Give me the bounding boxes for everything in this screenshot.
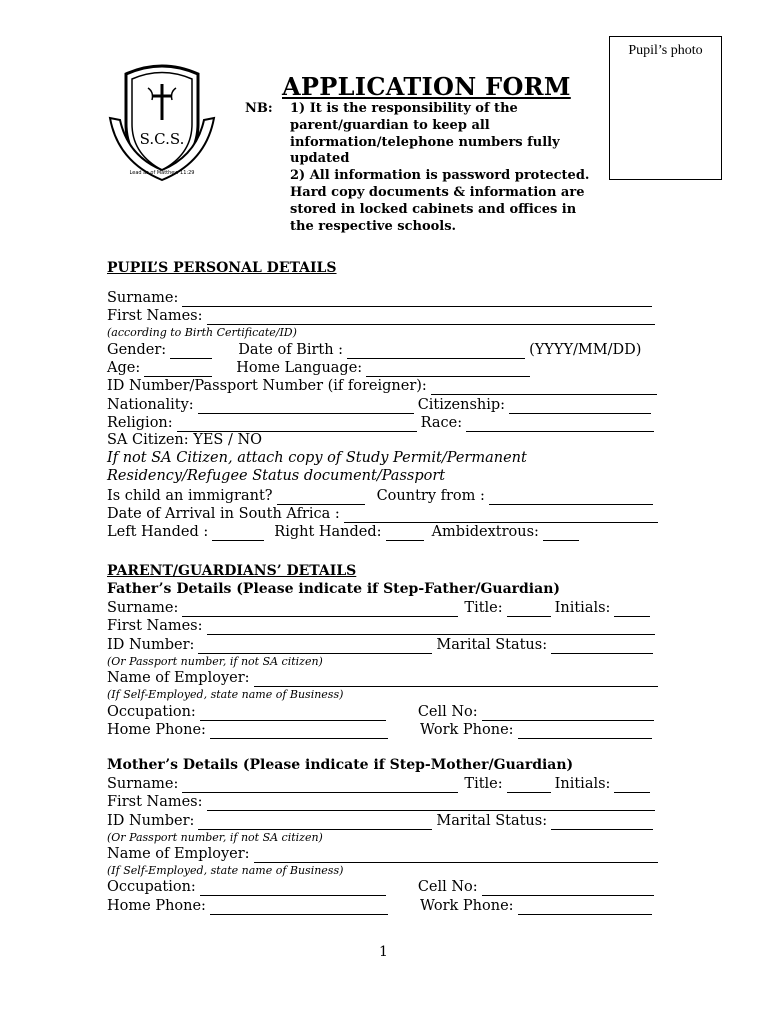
mother-id-label: ID Number: [107, 813, 195, 829]
mother-id-row [107, 812, 657, 830]
nb-line: 2) All information is password protected. [290, 168, 590, 184]
age-label: Age: [107, 360, 141, 376]
gender-label: Gender: [107, 342, 167, 358]
mother-first-names-row [107, 793, 659, 811]
ambidextrous-label: Ambidextrous: [431, 524, 539, 540]
parents-section-heading: PARENT/GUARDIANS’ DETAILS [107, 563, 357, 579]
father-surname-row [107, 599, 654, 617]
religion-label: Religion: [107, 415, 173, 431]
nationality-field[interactable] [198, 400, 414, 414]
father-employer-field[interactable] [254, 673, 658, 687]
mother-employer-field[interactable] [254, 849, 658, 863]
race-field[interactable] [466, 418, 654, 432]
mother-home-phone-label: Home Phone: [107, 898, 206, 914]
religion-field[interactable] [177, 418, 417, 432]
mother-employer-row [107, 845, 662, 863]
mother-marital-field[interactable] [551, 816, 653, 830]
mother-cell-field[interactable] [482, 882, 654, 896]
father-marital-field[interactable] [551, 640, 653, 654]
mother-title-label: Title: [464, 776, 503, 792]
nationality-row [107, 396, 655, 414]
form-title: APPLICATION FORM [282, 72, 571, 101]
sa-citizen-option[interactable]: SA Citizen: YES / NO [107, 432, 263, 448]
mother-initials-field[interactable] [614, 779, 650, 793]
mother-passport-note: (Or Passport number, if not SA citizen) [107, 831, 323, 844]
dob-format-hint: (YYYY/MM/DD) [529, 342, 642, 358]
father-cell-field[interactable] [482, 707, 654, 721]
home-language-label: Home Language: [236, 360, 363, 376]
right-handed-field[interactable] [386, 527, 424, 541]
pupil-id-field[interactable] [431, 381, 657, 395]
left-handed-label: Left Handed : [107, 524, 209, 540]
mother-initials-label: Initials: [554, 776, 611, 792]
country-from-field[interactable] [489, 491, 653, 505]
religion-row [107, 414, 658, 432]
mother-surname-field[interactable] [182, 779, 458, 793]
citizenship-field[interactable] [509, 400, 651, 414]
mother-occupation-label: Occupation: [107, 879, 196, 895]
gender-dob-row [107, 341, 641, 359]
mother-work-phone-field[interactable] [518, 901, 652, 915]
mother-work-phone-label: Work Phone: [419, 898, 514, 914]
citizenship-label: Citizenship: [417, 397, 506, 413]
father-passport-note: (Or Passport number, if not SA citizen) [107, 655, 323, 668]
mother-surname-row [107, 775, 654, 793]
mother-phone-row [107, 897, 656, 915]
father-occupation-label: Occupation: [107, 704, 196, 720]
pupil-surname-label: Surname: [107, 290, 179, 306]
father-title-label: Title: [464, 600, 503, 616]
father-details-heading: Father’s Details (Please indicate if Step-Father/Guardian) [107, 581, 561, 597]
father-initials-field[interactable] [614, 603, 650, 617]
nb-line: parent/guardian to keep all [290, 117, 490, 133]
mother-occupation-field[interactable] [200, 882, 386, 896]
pupil-surname-row [107, 289, 656, 307]
pupil-first-names-field[interactable] [207, 311, 655, 325]
nb-line: the respective schools. [290, 218, 457, 234]
school-crest-logo [104, 62, 220, 186]
father-work-phone-label: Work Phone: [419, 722, 514, 738]
handedness-row [107, 523, 583, 541]
crest-initials: S.C.S. [139, 130, 185, 148]
page-number: 1 [379, 944, 388, 960]
nb-notice [290, 101, 590, 235]
pupil-photo-box [609, 36, 722, 180]
age-field[interactable] [144, 363, 212, 377]
dob-field[interactable] [347, 345, 525, 359]
immigrant-label: Is child an immigrant? [107, 488, 273, 504]
race-label: Race: [420, 415, 463, 431]
mother-title-field[interactable] [507, 779, 551, 793]
father-home-phone-label: Home Phone: [107, 722, 206, 738]
father-employer-label: Name of Employer: [107, 670, 250, 686]
pupil-first-names-row [107, 307, 659, 325]
dob-label: Date of Birth : [238, 342, 344, 358]
father-id-field[interactable] [198, 640, 432, 654]
father-first-names-field[interactable] [207, 621, 655, 635]
nb-line: 1) It is the responsibility of the [290, 101, 518, 116]
arrival-row [107, 505, 662, 523]
nationality-label: Nationality: [107, 397, 194, 413]
mother-home-phone-field[interactable] [210, 901, 388, 915]
age-language-row [107, 359, 534, 377]
father-first-names-row [107, 617, 659, 635]
father-employer-row [107, 669, 662, 687]
father-surname-label: Surname: [107, 600, 179, 616]
father-id-label: ID Number: [107, 637, 195, 653]
father-occupation-row [107, 703, 658, 721]
pupil-photo-label: Pupil’s photo [628, 43, 703, 58]
nb-line: information/telephone numbers fully [290, 134, 560, 150]
mother-first-names-field[interactable] [207, 797, 655, 811]
nb-label: NB: [245, 101, 273, 116]
arrival-field[interactable] [344, 509, 658, 523]
nb-line: updated [290, 151, 350, 167]
mother-cell-label: Cell No: [417, 879, 478, 895]
pupil-section-heading: PUPIL’S PERSONAL DETAILS [107, 260, 337, 276]
mother-details-heading: Mother’s Details (Please indicate if Step-Mother/Guardian) [107, 757, 574, 773]
pupil-id-label: ID Number/Passport Number (if foreigner): [107, 378, 427, 394]
arrival-label: Date of Arrival in South Africa : [107, 506, 340, 522]
father-occupation-field[interactable] [200, 707, 386, 721]
mother-surname-label: Surname: [107, 776, 179, 792]
ambidextrous-field[interactable] [543, 527, 579, 541]
pupil-first-names-label: First Names: [107, 308, 203, 324]
permit-note-line-1: If not SA Citizen, attach copy of Study Permit/Permanent [107, 450, 527, 466]
crest-motto: Lead as of Matthew 11:29 [129, 170, 195, 176]
father-work-phone-field[interactable] [518, 725, 652, 739]
gender-field[interactable] [170, 345, 212, 359]
left-handed-field[interactable] [212, 527, 264, 541]
country-from-label: Country from : [376, 488, 485, 504]
birth-certificate-note: (according to Birth Certificate/ID) [107, 326, 297, 339]
mother-self-employed-note: (If Self-Employed, state name of Business) [107, 864, 344, 877]
father-home-phone-field[interactable] [210, 725, 388, 739]
mother-occupation-row [107, 878, 658, 896]
permit-note-line-2: Residency/Refugee Status document/Passport [107, 468, 446, 484]
father-cell-label: Cell No: [417, 704, 478, 720]
nb-line: stored in locked cabinets and offices in [290, 201, 577, 217]
mother-employer-label: Name of Employer: [107, 846, 250, 862]
father-self-employed-note: (If Self-Employed, state name of Business) [107, 688, 344, 701]
father-id-row [107, 636, 657, 654]
father-marital-label: Marital Status: [436, 637, 548, 653]
immigrant-field[interactable] [277, 491, 365, 505]
home-language-field[interactable] [366, 363, 530, 377]
pupil-id-row [107, 377, 661, 395]
father-phone-row [107, 721, 656, 739]
pupil-surname-field[interactable] [182, 293, 652, 307]
father-surname-field[interactable] [182, 603, 458, 617]
immigrant-row [107, 487, 657, 505]
father-initials-label: Initials: [554, 600, 611, 616]
mother-marital-label: Marital Status: [436, 813, 548, 829]
father-first-names-label: First Names: [107, 618, 203, 634]
mother-id-field[interactable] [198, 816, 432, 830]
mother-first-names-label: First Names: [107, 794, 203, 810]
father-title-field[interactable] [507, 603, 551, 617]
nb-line: Hard copy documents & information are [290, 184, 585, 200]
right-handed-label: Right Handed: [274, 524, 382, 540]
